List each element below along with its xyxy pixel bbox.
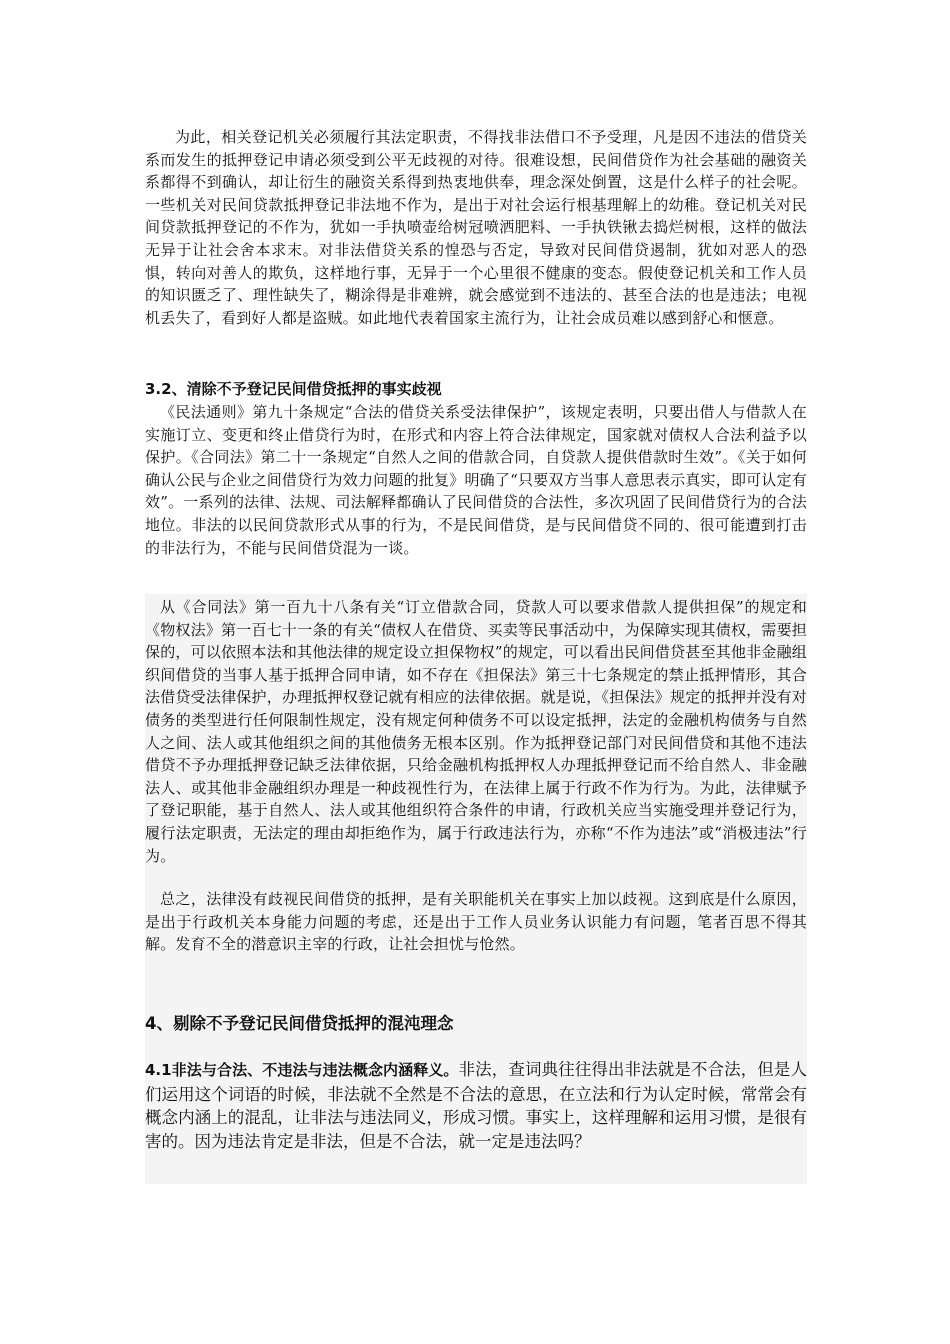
paragraph-text: 从《合同法》第一百九十八条有关“订立借款合同，贷款人可以要求借款人提供担保”的规定和《物权法》第一百七十一条的有关“债权人在借贷、买卖等民事活动中，为保障实现其债权，需要担保的，可以依照本法和其他法律的规定设立担保物权”的规定，可以看出民间借贷甚至其他非金融组织间借贷的当事人基于抵押合同申请，如不存在《担保法》第三十七条规定的禁止抵押情形，其合法借贷受法律保护，办理抵押权登记就有相应的法律依据。就是说，《担保法》规定的抵押并没有对债务的类型进行任何限制性规定，没有规定何种债务不可以设定抵押，法定的金融机构债务与自然人之间、法人或其他组织之间的其他债务无根本区别。作为抵押登记部门对民间借贷和其他不违法借贷不予办理抵押登记缺乏法律依据，只给金融机构抵押权人办理抵押登记而不给自然人、非金融法人、或其他非金融组织办理是一种歧视性行为，在法律上属于行政不作为行为。为此，法律赋予了登记职能，基于自然人、法人或其他组织符合条件的申请，行政机关应当实施受理并登记行为，履行法定职责，无法定的理由却拒绝作为，属于行政违法行为，亦称“不作为违法”或“消极违法”行为。 bbox=[145, 598, 807, 865]
paragraph-contract-law bbox=[145, 594, 807, 990]
heading-text: 3.2、清除不予登记民间借贷抵押的事实歧视 bbox=[145, 380, 442, 398]
subsection-body-4-1: 非法，查词典往往得出非法就是不合法，但是人们运用这个词语的时候，非法就不全然是不合法的意思，在立法和行为认定时候，常常会有概念内涵上的混乱，让非法与违法同义，形成习惯。事实上，这样理解和运用习惯，是很有害的。因为违法肯定是非法，但是不合法，就一定是违法吗？ bbox=[145, 1060, 808, 1151]
paragraph-text: 《民法通则》第九十条规定“合法的借贷关系受法律保护”，该规定表明，只要出借人与借款人在实施订立、变更和终止借贷行为时，在形式和内容上符合法律规定，国家就对债权人合法利益予以保护。《合同法》第二十一条规定“自然人之间的借款合同，自贷款人提供借款时生效”。《关于如何确认公民与企业之间借贷行为效力问题的批复》明确了“只要双方当事人意思表示真实，即可认定有效”。一系列的法律、法规、司法解释都确认了民间借贷的合法性，多次巩固了民间借贷行为的合法地位。非法的以民间贷款形式从事的行为，不是民间借贷，是与民间借贷不同的、很可能遭到打击的非法行为，不能与民间借贷混为一谈。 bbox=[145, 403, 807, 557]
subsection-lead-4-1: 4.1非法与合法、不违法与违法概念内涵释义。 bbox=[145, 1061, 459, 1079]
section-heading-4 bbox=[145, 990, 807, 1042]
heading-text: 4、剔除不予登记民间借贷抵押的混沌理念 bbox=[145, 1014, 454, 1033]
paragraph-registration-duty bbox=[145, 126, 807, 329]
paragraph-4-1 bbox=[145, 1042, 807, 1184]
paragraph-civil-law bbox=[145, 401, 807, 559]
paragraph-text: 为此，相关登记机关必须履行其法定职责，不得找非法借口不予受理，凡是因不违法的借贷关系而发生的抵押登记申请必须受到公平无歧视的对待。很难设想，民间借贷作为社会基础的融资关系都得不到确认，却让衍生的融资关系得到热衷地供奉，理念深处倒置，这是什么样子的社会呢。一些机关对民间贷款抵押登记非法地不作为，是出于对社会运行根基理解上的幼稚。登记机关对民间贷款抵押登记的不作为，犹如一手执喷壶给树冠喷洒肥料、一手执铁锹去捣烂树根，这样的做法无异于让社会舍本求末。对非法借贷关系的惶恐与否定，导致对民间借贷遏制，犹如对恶人的恐惧，转向对善人的欺负，这样地行事，无异于一个心里很不健康的变态。假使登记机关和工作人员的知识匮乏了、理性缺失了，糊涂得是非难辨，就会感觉到不违法的、甚至合法的也是违法；电视机丢失了，看到好人都是盗贼。如此地代表着国家主流行为，让社会成员难以感到舒心和惬意。 bbox=[145, 128, 807, 327]
paragraph-text bbox=[145, 1042, 807, 1153]
paragraph-conclusion: 总之，法律没有歧视民间借贷的抵押，是有关职能机关在事实上加以歧视。这到底是什么原因，是出于行政机关本身能力问题的考虑，还是出于工作人员业务认识能力有问题，笔者百思不得其解。发育不全的潜意识主宰的行政，让社会担忧与怆然。 bbox=[145, 890, 807, 954]
section-heading-3-2 bbox=[145, 378, 807, 400]
